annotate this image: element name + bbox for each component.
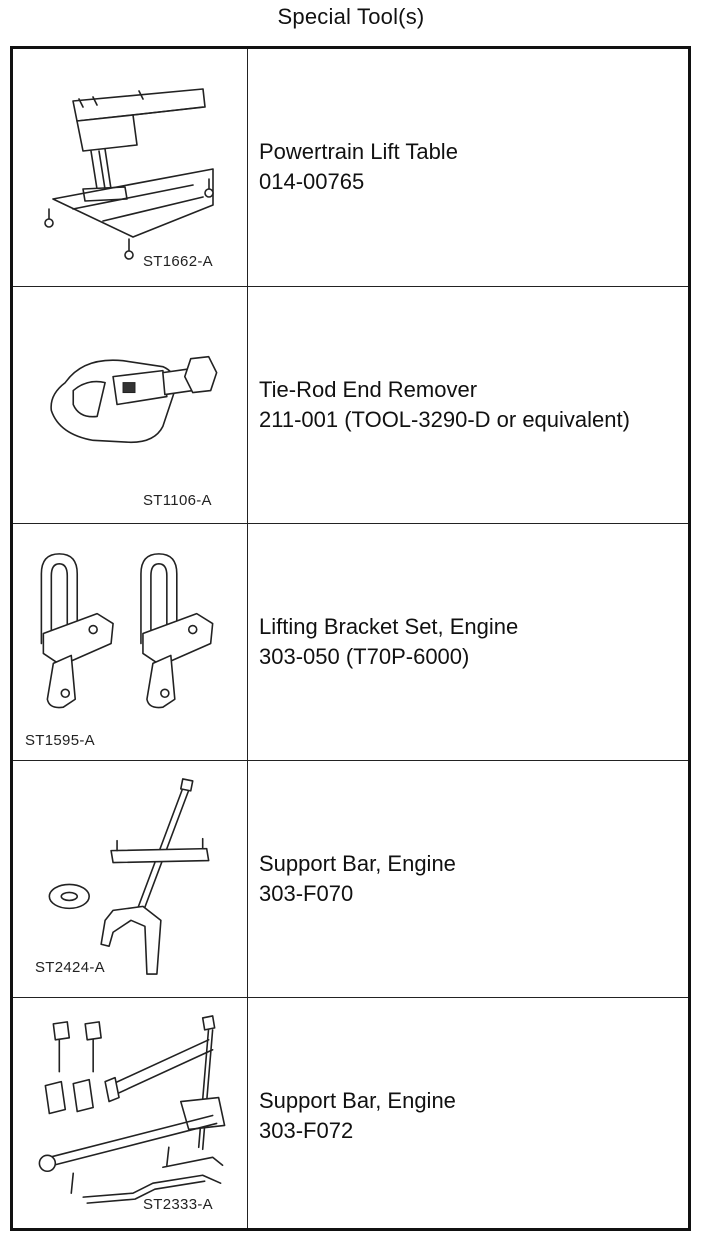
table-row (13, 997, 688, 1228)
tool-code: ST1662-A (143, 253, 213, 270)
tool-illustration-cell (13, 761, 248, 997)
tool-name: Powertrain Lift Table (259, 139, 458, 164)
tool-number: 014-00765 (259, 169, 365, 194)
table-row (13, 523, 688, 760)
tool-illustration-cell (13, 524, 248, 760)
tie-rod-remover-icon (13, 287, 247, 523)
tool-code: ST1595-A (25, 732, 95, 749)
tool-code: ST2333-A (143, 1196, 213, 1213)
tool-name: Tie-Rod End Remover (259, 377, 478, 402)
tool-number: 211-001 (TOOL-3290-D or equivalent) (259, 407, 630, 432)
tool-code: ST1106-A (143, 492, 212, 509)
tool-number: 303-F072 (259, 1118, 354, 1143)
table-row (13, 286, 688, 523)
tool-name: Support Bar, Engine (259, 1088, 456, 1113)
special-tools-table (10, 46, 691, 1231)
lift-table-icon (13, 49, 247, 286)
table-row (13, 49, 688, 286)
tool-description-cell (249, 49, 688, 286)
table-row (13, 760, 688, 997)
support-bar-kit-icon (13, 998, 247, 1228)
tool-description-cell (249, 524, 688, 760)
tool-description-cell (249, 998, 688, 1228)
tool-illustration-cell (13, 998, 248, 1228)
tool-number: 303-F070 (259, 881, 354, 906)
page-title: Special Tool(s) (277, 4, 425, 29)
tool-number: 303-050 (T70P-6000) (259, 644, 470, 669)
tool-description-cell (249, 761, 688, 997)
tool-description-cell (249, 287, 688, 523)
tool-code: ST2424-A (35, 959, 105, 976)
tool-illustration-cell (13, 49, 248, 286)
tool-illustration-cell (13, 287, 248, 523)
tool-name: Support Bar, Engine (259, 851, 456, 876)
tool-name: Lifting Bracket Set, Engine (259, 614, 519, 639)
lifting-bracket-icon (13, 524, 247, 760)
